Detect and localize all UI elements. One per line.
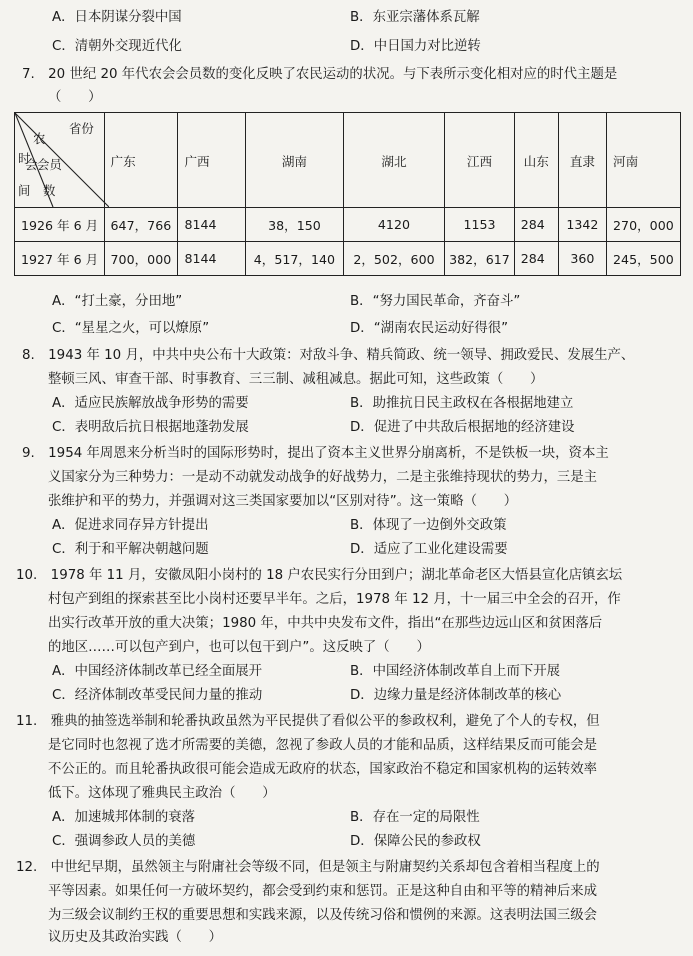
corner-label-nong: 农 bbox=[33, 131, 46, 146]
q9-option-a[interactable]: A．促进求同存异方针提出 bbox=[52, 518, 209, 533]
table-row bbox=[15, 242, 681, 276]
corner-label-province: 省份 bbox=[69, 121, 94, 136]
q12-stem-line4: 议历史及其政治实践（ ） bbox=[48, 930, 223, 945]
q9-stem-line1: 9. 1954 年周恩来分析当时的国际形势时，提出了资本主义世界分崩离析，不是铁板一块，资本主 bbox=[22, 446, 609, 461]
cell-value: 38，150 bbox=[246, 208, 343, 242]
corner-label-hui: 会 bbox=[25, 157, 38, 172]
q10-stem-line4: 的地区……可以包产到户，也可以包干到户”。这反映了（ ） bbox=[48, 640, 430, 655]
q8-stem-line1: 8. 1943 年 10 月，中共中央公布十大政策：对敌斗争、精兵简政、统一领导、拥政爱民、发展生产、 bbox=[22, 348, 635, 363]
header-hunan: 湖南 bbox=[246, 113, 343, 208]
q10-option-c[interactable]: C．经济体制改革受民间力量的推动 bbox=[52, 688, 263, 703]
header-henan: 河南 bbox=[607, 113, 681, 208]
q6-option-b[interactable]: B．东亚宗藩体系瓦解 bbox=[350, 10, 480, 25]
q9-option-b[interactable]: B．体现了一边倒外交政策 bbox=[350, 518, 507, 533]
q9-stem-line3: 张维护和平的势力，并强调对这三类国家要加以“区别对待”。这一策略（ ） bbox=[48, 494, 518, 509]
q10-stem-line3: 出实行改革开放的重大决策；1980 年，中共中央发布文件，指出“在那些边远山区和贫困落后 bbox=[48, 616, 603, 631]
row-time: 1927 年 6 月 bbox=[15, 242, 105, 276]
header-guangxi: 广西 bbox=[178, 113, 246, 208]
cell-value: 284 bbox=[514, 242, 558, 276]
q7-option-a[interactable]: A．“打土豪，分田地” bbox=[52, 294, 183, 309]
cell-value: 245，500 bbox=[607, 242, 681, 276]
q8-option-b[interactable]: B．助推抗日民主政权在各根据地建立 bbox=[350, 396, 574, 411]
q6-option-c[interactable]: C．清朝外交现近代化 bbox=[52, 39, 182, 54]
table-row bbox=[15, 208, 681, 242]
cell-value: 700，000 bbox=[104, 242, 178, 276]
cell-value: 4120 bbox=[343, 208, 445, 242]
q8-option-c[interactable]: C．表明敌后抗日根据地蓬勃发展 bbox=[52, 420, 249, 435]
cell-value: 4，517，140 bbox=[246, 242, 343, 276]
cell-value: 1153 bbox=[445, 208, 514, 242]
q9-option-d[interactable]: D．适应了工业化建设需要 bbox=[350, 542, 508, 557]
q6-option-a[interactable]: A．日本阴谋分裂中国 bbox=[52, 10, 182, 25]
header-hubei: 湖北 bbox=[343, 113, 445, 208]
q11-stem-line3: 不公正的。而且轮番执政很可能会造成无政府的状态，国家政治不稳定和国家机构的运转效率 bbox=[48, 762, 598, 777]
table-corner-cell bbox=[15, 113, 105, 208]
q9-option-c[interactable]: C．利于和平解决朝越问题 bbox=[52, 542, 209, 557]
q10-option-b[interactable]: B．中国经济体制改革自上而下开展 bbox=[350, 664, 561, 679]
q11-option-d[interactable]: D．保障公民的参政权 bbox=[350, 834, 481, 849]
q8-option-d[interactable]: D．促进了中共敌后根据地的经济建设 bbox=[350, 420, 575, 435]
q7-option-b[interactable]: B．“努力国民革命，齐奋斗” bbox=[350, 294, 521, 309]
table-header-row bbox=[15, 113, 681, 208]
q11-stem-line1: 11. 雅典的抽签选举制和轮番执政虽然为平民提供了看似公平的参政权利，避免了个人的专权，但 bbox=[16, 714, 600, 729]
header-shandong: 山东 bbox=[514, 113, 558, 208]
q10-stem-line1: 10. 1978 年 11 月，安徽凤阳小岗村的 18 户农民实行分田到户；湖北革命老区大悟县宣化店镇玄坛 bbox=[16, 568, 623, 583]
header-jiangxi: 江西 bbox=[445, 113, 514, 208]
header-zhili: 直隶 bbox=[558, 113, 606, 208]
corner-label-jian: 间 bbox=[18, 183, 31, 198]
cell-value: 360 bbox=[558, 242, 606, 276]
cell-value: 8144 bbox=[178, 208, 246, 242]
q12-stem-line3: 为三级会议制约王权的重要思想和实践来源，以及传统习俗和惯例的来源。这表明法国三级会 bbox=[48, 908, 598, 923]
q12-stem-line1: 12. 中世纪早期，虽然领主与附庸社会等级不同，但是领主与附庸契约关系却包含着相当程度上的 bbox=[16, 860, 600, 875]
cell-value: 284 bbox=[514, 208, 558, 242]
cell-value: 270，000 bbox=[607, 208, 681, 242]
q11-option-c[interactable]: C．强调参政人员的美德 bbox=[52, 834, 196, 849]
q7-stem-line1: 7. 20 世纪 20 年代农会会员数的变化反映了农民运动的状况。与下表所示变化相对应的时代主题是 bbox=[22, 67, 618, 82]
q10-stem-line2: 村包产到组的探索甚至比小岗村还要早半年。之后，1978 年 12 月，十一届三中全会的召开，作 bbox=[48, 592, 621, 607]
corner-label-shu: 数 bbox=[43, 183, 56, 198]
q11-stem-line2: 是它同时也忽视了选才所需要的美德，忽视了参政人员的才能和品质，这样结果反而可能会是 bbox=[48, 738, 598, 753]
cell-value: 2，502，600 bbox=[343, 242, 445, 276]
q11-stem-line4: 低下。这体现了雅典民主政治（ ） bbox=[48, 786, 276, 801]
q7-option-c[interactable]: C．“星星之火，可以燎原” bbox=[52, 321, 210, 336]
header-guangdong: 广东 bbox=[104, 113, 178, 208]
q11-option-b[interactable]: B．存在一定的局限性 bbox=[350, 810, 480, 825]
q10-option-d[interactable]: D．边缘力量是经济体制改革的核心 bbox=[350, 688, 562, 703]
cell-value: 8144 bbox=[178, 242, 246, 276]
q8-stem-line2: 整顿三风、审查干部、时事教育、三三制、减租减息。据此可知，这些政策（ ） bbox=[48, 372, 544, 387]
q11-option-a[interactable]: A．加速城邦体制的衰落 bbox=[52, 810, 196, 825]
cell-value: 1342 bbox=[558, 208, 606, 242]
q7-stem-line2: （ ） bbox=[48, 90, 102, 105]
q7-option-d[interactable]: D．“湖南农民运动好得很” bbox=[350, 321, 509, 336]
cell-value: 382，617 bbox=[445, 242, 514, 276]
q6-option-d[interactable]: D．中日国力对比逆转 bbox=[350, 39, 481, 54]
corner-label-member: 会员 bbox=[37, 157, 62, 172]
q10-option-a[interactable]: A．中国经济体制改革已经全面展开 bbox=[52, 664, 263, 679]
q8-option-a[interactable]: A．适应民族解放战争形势的需要 bbox=[52, 396, 249, 411]
row-time: 1926 年 6 月 bbox=[15, 208, 105, 242]
q7-membership-table bbox=[14, 112, 681, 276]
corner-label-shi: 时 bbox=[18, 151, 31, 166]
q9-stem-line2: 义国家分为三种势力：一是动不动就发动战争的好战势力，二是主张维持现状的势力，三是主 bbox=[48, 470, 598, 485]
cell-value: 647，766 bbox=[104, 208, 178, 242]
q12-stem-line2: 平等因素。如果任何一方破坏契约，都会受到约束和惩罚。正是这种自由和平等的精神后来成 bbox=[48, 884, 598, 899]
